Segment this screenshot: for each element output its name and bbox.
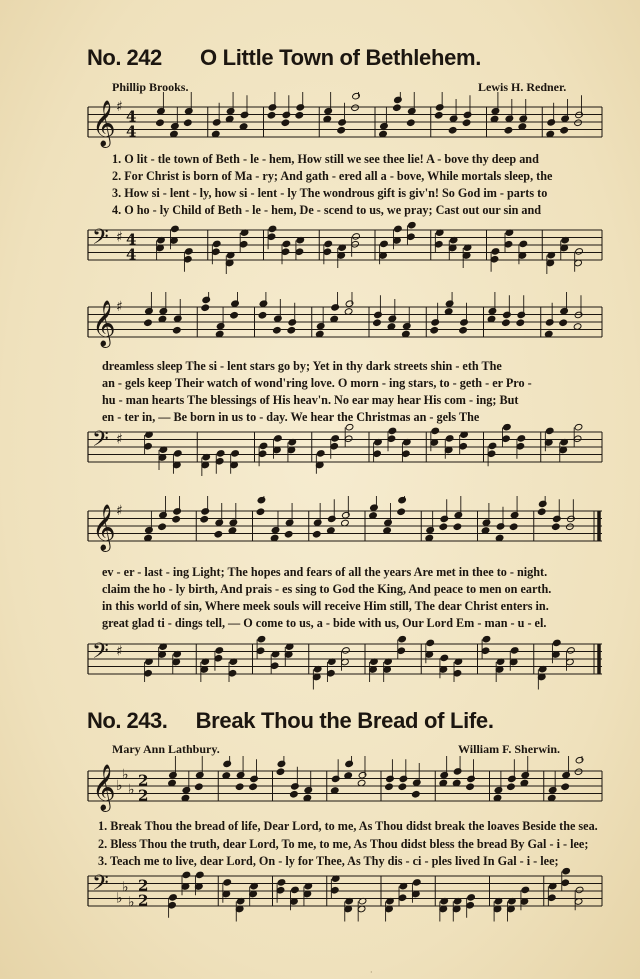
key-signature-icon: ♭ — [116, 778, 123, 794]
hymn-242-heading — [87, 45, 481, 71]
treble-clef-icon: 𝄞 — [92, 504, 116, 551]
svg-text:2: 2 — [138, 876, 149, 895]
verse-line: 3. Teach me to live, dear Lord, On - ly for Thee, As Thy dis - ci - ples lived In Gal - i - lee; — [98, 854, 559, 868]
verse-line: 2. Bless Thou the truth, dear Lord, To me, to me, As Thou didst bless the bread By Gal - i - lee; — [98, 837, 589, 851]
composer-credit: William F. Sherwin. — [458, 742, 561, 756]
key-signature-icon: ♭ — [122, 879, 129, 896]
bass-clef-icon: 𝄢 — [92, 871, 109, 901]
key-signature-icon: ♭ — [116, 890, 123, 907]
treble-staff — [82, 496, 604, 556]
svg-text:2: 2 — [138, 891, 149, 910]
hymn-title: O Little Town of Bethlehem. — [199, 45, 482, 70]
verse-line: in this world of sin, Where meek souls will receive Him still, The dear Christ enters in. — [102, 599, 549, 613]
svg-text:4: 4 — [126, 107, 137, 126]
svg-text:2: 2 — [138, 771, 149, 790]
verse-line: hu - man hearts The blessings of His heav'n. No ear may hear His com - ing; But — [102, 393, 519, 407]
treble-staff — [82, 756, 604, 816]
verse-line: dreamless sleep The si - lent stars go by; Yet in thy dark streets shin - eth The — [102, 359, 502, 373]
hymn-243-heading — [87, 708, 494, 734]
key-signature-icon: ♯ — [116, 229, 123, 246]
svg-text:4: 4 — [126, 230, 137, 249]
verse-line: an - gels keep Their watch of wond'ring love. O morn - ing stars, to - geth - er Pro - — [102, 376, 532, 390]
bass-staff — [82, 216, 604, 274]
treble-clef-icon: 𝄞 — [92, 300, 116, 347]
verse-line: great glad ti - dings tell, — O come to us, a - bide with us, Our Lord Em - man - u - el. — [102, 616, 547, 630]
key-signature-icon: ♭ — [122, 766, 129, 783]
verse-line: 1. O lit - tle town of Beth - le - hem, How still we see thee lie! A - bove thy deep and — [112, 152, 539, 166]
key-signature-icon: ♭ — [128, 894, 135, 911]
verse-line: 1. Break Thou the bread of life, Dear Lord, to me, As Thou didst break the loaves Beside the sea. — [98, 819, 598, 833]
key-signature-icon: ♯ — [116, 99, 123, 115]
verse-line: 2. For Christ is born of Ma - ry; And gath - ered all a - bove, While mortals sleep, the — [112, 169, 553, 183]
key-signature-icon: ♯ — [116, 431, 123, 448]
treble-clef-icon: 𝄞 — [92, 100, 116, 147]
verse-line: ev - er - last - ing Light; The hopes and fears of all the years Are met in thee to - night. — [102, 565, 548, 579]
key-signature-icon: ♯ — [116, 643, 123, 660]
lyricist-credit: Mary Ann Lathbury. — [112, 742, 220, 756]
key-signature-icon: ♯ — [116, 503, 123, 519]
bass-clef-icon: 𝄢 — [92, 639, 109, 669]
svg-text:2: 2 — [138, 786, 149, 805]
composer-credit: Lewis H. Redner. — [478, 80, 567, 94]
verse-line: 4. O ho - ly Child of Beth - le - hem, De - scend to us, we pray; Cast out our sin and — [112, 203, 542, 217]
bass-clef-icon: 𝄢 — [92, 427, 109, 457]
verse-line: en - ter in, — Be born in us to - day. We hear the Christmas an - gels The — [102, 410, 480, 424]
svg-text:4: 4 — [126, 245, 137, 264]
lyricist-credit: Phillip Brooks. — [112, 80, 189, 94]
bass-staff — [82, 418, 604, 476]
bass-clef-icon: 𝄢 — [92, 225, 109, 255]
key-signature-icon: ♯ — [116, 299, 123, 315]
verse-line: claim the ho - ly birth, And prais - es sing to God the King, And peace to men on earth. — [102, 582, 552, 596]
hymn-number: No. 242 — [87, 45, 162, 70]
treble-staff — [82, 92, 604, 152]
svg-text:4: 4 — [126, 122, 137, 141]
bass-staff — [82, 628, 604, 690]
bass-staff — [82, 860, 604, 922]
verse-line: 3. How si - lent - ly, how si - lent - ly The wondrous gift is giv'n! So God im - parts to — [112, 186, 548, 200]
hymn-number: No. 243. — [87, 708, 168, 733]
key-signature-icon: ♭ — [128, 781, 135, 798]
treble-staff — [82, 292, 604, 352]
treble-clef-icon: 𝄞 — [92, 764, 116, 811]
page-speck: · — [370, 968, 373, 977]
hymn-title: Break Thou the Bread of Life. — [195, 708, 494, 733]
